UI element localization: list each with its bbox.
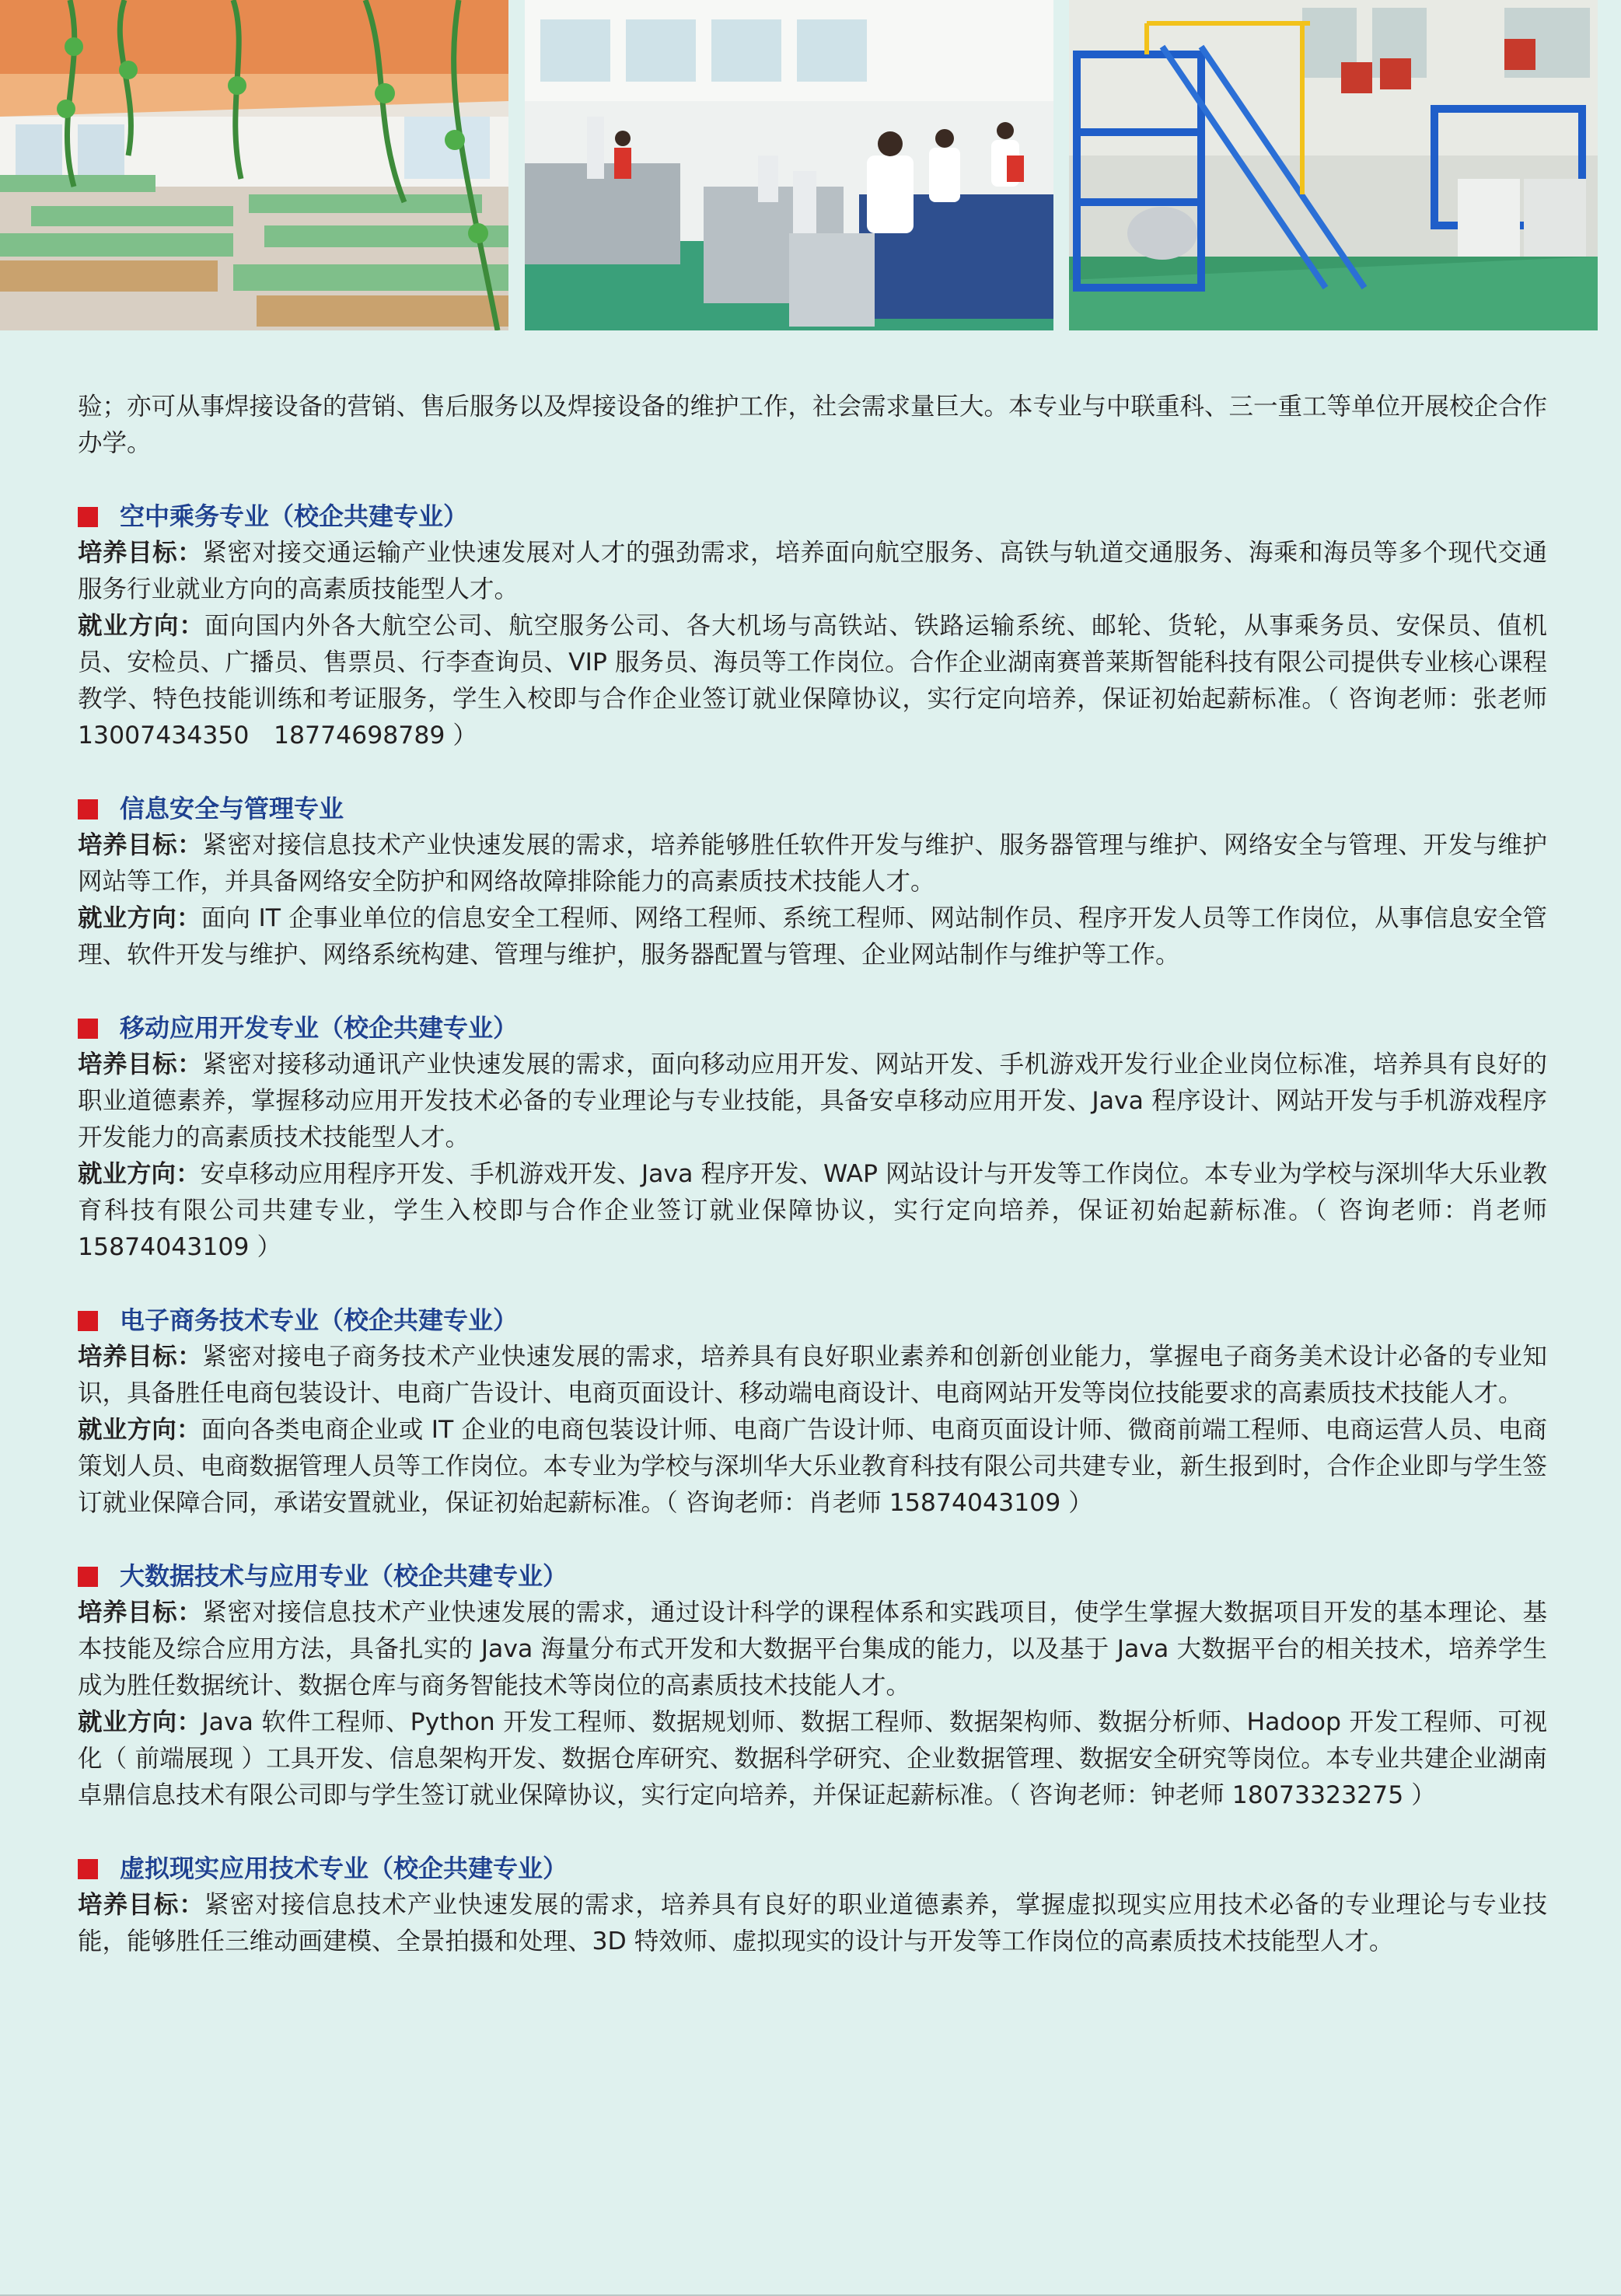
training-goal (78, 1047, 1547, 1156)
red-square-bullet-icon (78, 799, 98, 820)
section-heading (78, 1850, 1547, 1887)
goal-text: 紧密对接交通运输产业快速发展对人才的强劲需求，培养面向航空服务、高铁与轨道交通服务、海乘和海员等多个现代交通服务行业就业方向的高素质技能型人才。 (78, 539, 1547, 603)
job-text: 面向国内外各大航空公司、航空服务公司、各大机场与高铁站、铁路运输系统、邮轮、货轮，从事乘务员、安保员、值机员、安检员、广播员、售票员、行李查询员、VIP 服务员、海员等工作岗位。合作企业湖南赛普莱斯智能科技有限公司提供专业核心课程教学、特色技能训练和考证服务，学生入校即与合作企业签订就业保障协议，实行定向培养，保证初始起薪标准。（ 咨询老师：张老师 13007434350 18774698789 ） (78, 612, 1572, 750)
section-title: 虚拟现实应用技术专业（校企共建专业） (120, 1854, 568, 1883)
job-text: 面向各类电商企业或 IT 企业的电商包装设计师、电商广告设计师、电商页面设计师、微商前端工程师、电商运营人员、电商策划人员、电商数据管理人员等工作岗位。本专业为学校与深圳华大乐业教育科技有限公司共建专业，新生报到时，合作企业即与学生签订就业保障合同，承诺安置就业，保证初始起薪标准。（ 咨询老师：肖老师 15874043109 ） (78, 1416, 1548, 1517)
section-vr (78, 1850, 1547, 1960)
red-square-bullet-icon (78, 1567, 98, 1587)
red-square-bullet-icon (78, 1859, 98, 1879)
goal-label: 培养目标： (78, 1343, 203, 1371)
goal-label: 培养目标： (78, 1891, 205, 1919)
goal-label: 培养目标： (78, 1050, 203, 1078)
photo-strip (0, 0, 1621, 333)
job-label: 就业方向： (78, 1160, 201, 1188)
employment-direction (78, 1704, 1547, 1814)
robotics-lab-photo (525, 0, 1053, 330)
job-label: 就业方向： (78, 612, 205, 640)
job-text: Java 软件工程师、Python 开发工程师、数据规划师、数据工程师、数据架构师、数据分析师、Hadoop 开发工程师、可视化（ 前端展现 ）工具开发、信息架构开发、数据仓库研究、数据科学研究、企业数据管理、数据安全研究等岗位。本专业共建企业湖南卓鼎信息技术有限公司即与学生签订就业保障协议，实行定向培养，并保证起薪标准。（ 咨询老师：钟老师 18073323275 ） (78, 1708, 1547, 1809)
computer-lab-photo (0, 0, 508, 330)
section-title: 移动应用开发专业（校企共建专业） (120, 1013, 519, 1043)
employment-direction (78, 608, 1572, 754)
goal-text: 紧密对接信息技术产业快速发展的需求，通过设计科学的课程体系和实践项目，使学生掌握大数据项目开发的基本理论、基本技能及综合应用方法，具备扎实的 Java 海量分布式开发和大数据平台集成的能力，以及基于 Java 大数据平台的相关技术，培养学生成为胜任数据统计、数据仓库与商务智能技术等岗位的高素质技术技能人才。 (78, 1599, 1547, 1700)
red-square-bullet-icon (78, 1019, 98, 1039)
job-text: 面向 IT 企事业单位的信息安全工程师、网络工程师、系统工程师、网站制作员、程序开发人员等工作岗位，从事信息安全管理、软件开发与维护、网络系统构建、管理与维护，服务器配置与管理、企业网站制作与维护等工作。 (78, 904, 1547, 969)
section-mobile-dev (78, 1010, 1547, 1266)
employment-direction (78, 900, 1547, 973)
intro-paragraph: 验；亦可从事焊接设备的营销、售后服务以及焊接设备的维护工作，社会需求量巨大。本专业与中联重科、三一重工等单位开展校企合作办学。 (78, 393, 1548, 457)
goal-label: 培养目标： (78, 1599, 203, 1627)
job-label: 就业方向： (78, 1416, 201, 1444)
employment-direction (78, 1412, 1547, 1522)
section-title: 电子商务技术专业（校企共建专业） (120, 1305, 519, 1335)
section-heading (78, 498, 1547, 535)
section-heading (78, 1302, 1547, 1339)
industrial-equipment-photo (1069, 0, 1598, 330)
training-goal (78, 827, 1547, 900)
training-goal (78, 1339, 1547, 1412)
red-square-bullet-icon (78, 1311, 98, 1331)
goal-label: 培养目标： (78, 539, 203, 567)
red-square-bullet-icon (78, 507, 98, 527)
job-label: 就业方向： (78, 1708, 202, 1736)
training-goal (78, 1887, 1547, 1960)
goal-text: 紧密对接移动通讯产业快速发展的需求，面向移动应用开发、网站开发、手机游戏开发行业企业岗位标准，培养具有良好的职业道德素养，掌握移动应用开发技术必备的专业理论与专业技能，具备安卓移动应用开发、Java 程序设计、网站开发与手机游戏程序开发能力的高素质技术技能型人才。 (78, 1050, 1547, 1151)
section-heading (78, 1558, 1547, 1595)
section-heading (78, 1010, 1547, 1047)
section-big-data (78, 1558, 1547, 1814)
goal-label: 培养目标： (78, 831, 203, 859)
goal-text: 紧密对接电子商务技术产业快速发展的需求，培养具有良好职业素养和创新创业能力，掌握电子商务美术设计必备的专业知识，具备胜任电商包装设计、电商广告设计、电商页面设计、移动端电商设计、电商网站开发等岗位技能要求的高素质技术技能人才。 (78, 1343, 1547, 1407)
section-heading (78, 791, 1547, 827)
employment-direction (78, 1156, 1547, 1266)
section-info-security (78, 791, 1547, 973)
job-text: 安卓移动应用程序开发、手机游戏开发、Java 程序开发、WAP 网站设计与开发等工作岗位。本专业为学校与深圳华大乐业教育科技有限公司共建专业，学生入校即与合作企业签订就业保障协议，实行定向培养，保证初始起薪标准。（ 咨询老师：肖老师 15874043109 ） (78, 1160, 1547, 1261)
section-aviation (78, 498, 1572, 754)
section-title: 信息安全与管理专业 (120, 794, 344, 823)
section-title: 空中乘务专业（校企共建专业） (120, 501, 469, 531)
job-label: 就业方向： (78, 904, 201, 932)
section-title: 大数据技术与应用专业（校企共建专业） (120, 1561, 568, 1591)
training-goal (78, 1595, 1547, 1704)
training-goal (78, 535, 1547, 608)
goal-text: 紧密对接信息技术产业快速发展的需求，培养能够胜任软件开发与维护、服务器管理与维护、网络安全与管理、开发与维护网站等工作，并具备网络安全防护和网络故障排除能力的高素质技术技能人才。 (78, 831, 1547, 896)
goal-text: 紧密对接信息技术产业快速发展的需求，培养具有良好的职业道德素养，掌握虚拟现实应用技术必备的专业理论与专业技能，能够胜任三维动画建模、全景拍摄和处理、3D 特效师、虚拟现实的设计与开发等工作岗位的高素质技术技能型人才。 (78, 1891, 1547, 1955)
page-content (78, 389, 1572, 1960)
section-ecommerce (78, 1302, 1547, 1522)
